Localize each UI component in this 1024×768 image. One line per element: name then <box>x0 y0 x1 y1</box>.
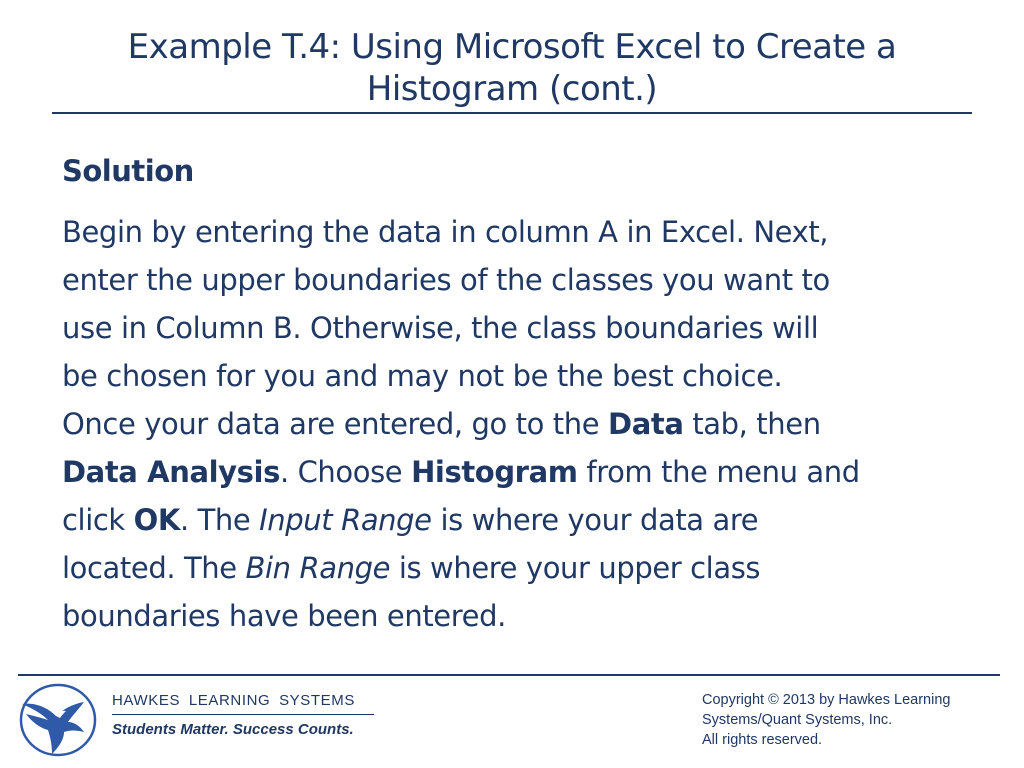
slide-title-line-1: Example T.4: Using Microsoft Excel to Create a <box>127 27 897 67</box>
data-tab-term: Data <box>608 407 684 441</box>
title-divider <box>52 112 972 114</box>
body-line: be chosen for you and may not be the best choice. <box>62 359 783 393</box>
body-text-run: from the menu and <box>577 455 860 489</box>
body-line <box>62 544 962 592</box>
brand-tagline: Students Matter. Success Counts. <box>112 721 354 738</box>
body-text-run: click <box>62 503 134 537</box>
body-text-run: . Choose <box>279 455 412 489</box>
histogram-term: Histogram <box>411 455 578 489</box>
body-text-run: located. The <box>62 551 246 585</box>
ok-term: OK <box>133 503 180 537</box>
data-analysis-term: Data Analysis <box>62 455 280 489</box>
copyright-line: Copyright © 2013 by Hawkes Learning <box>702 692 951 708</box>
brand-divider <box>112 714 374 715</box>
body-line: boundaries have been entered. <box>62 599 506 633</box>
body-line <box>62 400 962 448</box>
slide-title <box>40 26 984 110</box>
copyright-notice <box>702 690 950 750</box>
body-line: use in Column B. Otherwise, the class boundaries will <box>62 311 819 345</box>
footer-divider <box>18 674 1000 676</box>
body-line <box>62 448 962 496</box>
solution-body <box>62 208 962 640</box>
slide-title-line-2: Histogram (cont.) <box>366 69 658 109</box>
body-text-run: is where your upper class <box>390 551 761 585</box>
copyright-line: All rights reserved. <box>702 732 823 748</box>
body-text-run: . The <box>179 503 260 537</box>
bin-range-term: Bin Range <box>245 551 391 585</box>
copyright-line: Systems/Quant Systems, Inc. <box>702 712 893 728</box>
body-line: enter the upper boundaries of the classes you want to <box>62 263 830 297</box>
body-text-run: Once your data are entered, go to the <box>62 407 609 441</box>
body-line: Begin by entering the data in column A in Excel. Next, <box>62 215 829 249</box>
solution-heading: Solution <box>62 154 194 188</box>
hawk-logo-icon <box>18 682 98 758</box>
brand-name: HAWKES LEARNING SYSTEMS <box>112 692 355 709</box>
input-range-term: Input Range <box>259 503 432 537</box>
body-text-run: tab, then <box>683 407 821 441</box>
body-line <box>62 496 962 544</box>
body-text-run: is where your data are <box>431 503 759 537</box>
